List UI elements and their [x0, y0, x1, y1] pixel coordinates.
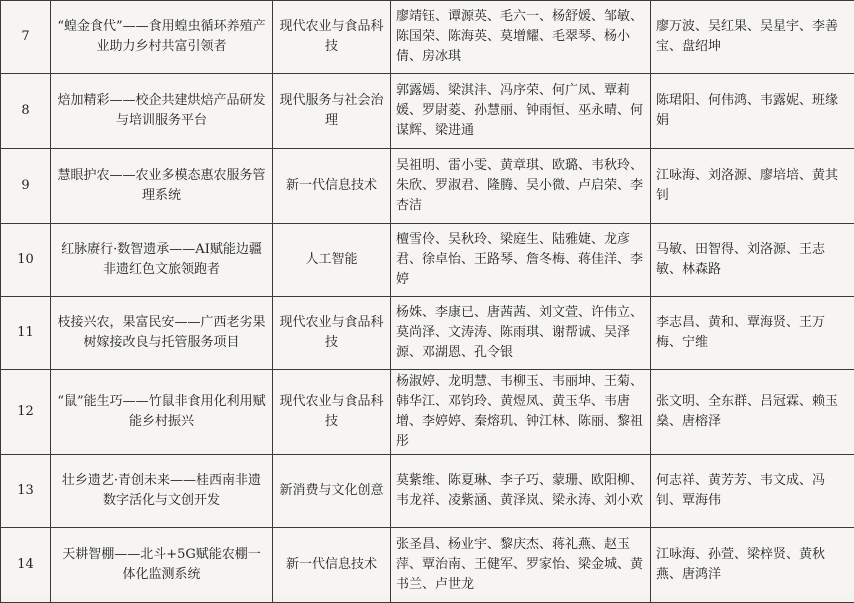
- team-members: 廖靖钰、谭源英、毛六一、杨舒媛、邹敏、陈国荣、陈海英、莫增耀、毛翠琴、杨小倩、房冰琪: [391, 1, 651, 74]
- project-field: 新一代信息技术: [273, 149, 391, 224]
- row-number: 12: [1, 370, 51, 455]
- project-title: 枝接兴农，果富民安——广西老劣果树嫁接改良与托管服务项目: [51, 297, 273, 370]
- project-field: 新一代信息技术: [273, 528, 391, 603]
- advisors: 何志祥、黄芳芳、韦文成、冯钊、覃海伟: [651, 455, 854, 528]
- team-members: 莫紫维、陈夏琳、李子巧、蒙珊、欧阳柳、韦龙祥、凌紫涵、黄泽岚、梁永涛、刘小欢: [391, 455, 651, 528]
- row-number: 10: [1, 224, 51, 297]
- row-number: 13: [1, 455, 51, 528]
- table-row: [1, 1, 854, 74]
- project-field: 现代农业与食品科技: [273, 370, 391, 455]
- project-title: 红脉赓行·数智遗承——AI赋能边疆非遗红色文旅领跑者: [51, 224, 273, 297]
- team-members: 杨淑婷、龙明慧、韦柳玉、韦丽坤、王菊、韩华江、邓钧玲、黄煜凤、黄玉华、韦唐增、李婷婷、秦熔玑、钟江林、陈丽、黎祖彤: [391, 370, 651, 455]
- team-members: 杨姝、李康已、唐茜茜、刘文萱、许伟立、莫尚泽、文涛涛、陈雨琪、谢帮诚、吴泽源、邓湖恩、孔令银: [391, 297, 651, 370]
- table-row: [1, 370, 854, 455]
- table-row: [1, 74, 854, 149]
- team-members: 檀雪伶、吴秋玲、梁庭生、陆雅婕、龙彦君、徐卓怡、王路琴、詹冬梅、蒋佳洋、李婷: [391, 224, 651, 297]
- project-field: 现代农业与食品科技: [273, 1, 391, 74]
- project-title: 壮乡遗艺·青创未来——桂西南非遗数字活化与文创开发: [51, 455, 273, 528]
- row-number: 11: [1, 297, 51, 370]
- row-number: 14: [1, 528, 51, 603]
- table-row: [1, 297, 854, 370]
- project-title: “鼠”能生巧——竹鼠非食用化利用赋能乡村振兴: [51, 370, 273, 455]
- project-title: 天耕智棚——北斗+5G赋能农棚一体化监测系统: [51, 528, 273, 603]
- team-members: 张圣昌、杨业宇、黎庆杰、蒋礼燕、赵玉萍、覃治南、王健军、罗家怡、梁金城、黄书兰、卢世龙: [391, 528, 651, 603]
- row-number: 9: [1, 149, 51, 224]
- advisors: 马敏、田智得、刘洛源、王志敏、林森路: [651, 224, 854, 297]
- advisors: 江咏海、刘洛源、廖培培、黄其钊: [651, 149, 854, 224]
- table-row: [1, 149, 854, 224]
- project-field: 现代服务与社会治理: [273, 74, 391, 149]
- team-members: 郭露嫣、梁淇沣、冯序荣、何广凤、覃莉媛、罗尉菱、孙慧丽、钟雨恒、巫永晴、何谋辉、梁进通: [391, 74, 651, 149]
- row-number: 8: [1, 74, 51, 149]
- table-row: [1, 224, 854, 297]
- advisors: 廖万波、吴红果、吴星宇、李善宝、盘绍坤: [651, 1, 854, 74]
- project-field: 新消费与文化创意: [273, 455, 391, 528]
- advisors: 李志昌、黄和、覃海贤、王万梅、宁维: [651, 297, 854, 370]
- project-field: 现代农业与食品科技: [273, 297, 391, 370]
- project-title: 焙加精彩——校企共建烘焙产品研发与培训服务平台: [51, 74, 273, 149]
- row-number: 7: [1, 1, 51, 74]
- team-members: 吴祖明、雷小雯、黄章琪、欧璐、韦秋玲、朱欣、罗淑君、隆腾、吴小微、卢启荣、李杏洁: [391, 149, 651, 224]
- project-title: “蝗金食代”——食用蝗虫循环养殖产业助力乡村共富引领者: [51, 1, 273, 74]
- table-row: [1, 528, 854, 603]
- advisors: 陈珺阳、何伟鸿、韦露妮、班缘娟: [651, 74, 854, 149]
- advisors: 江咏海、孙萱、梁梓贤、黄秋燕、唐鸿洋: [651, 528, 854, 603]
- project-title: 慧眼护农——农业多模态惠农服务管理系统: [51, 149, 273, 224]
- advisors: 张文明、全东群、吕冠霖、赖玉燊、唐榕泽: [651, 370, 854, 455]
- table-row: [1, 455, 854, 528]
- project-field: 人工智能: [273, 224, 391, 297]
